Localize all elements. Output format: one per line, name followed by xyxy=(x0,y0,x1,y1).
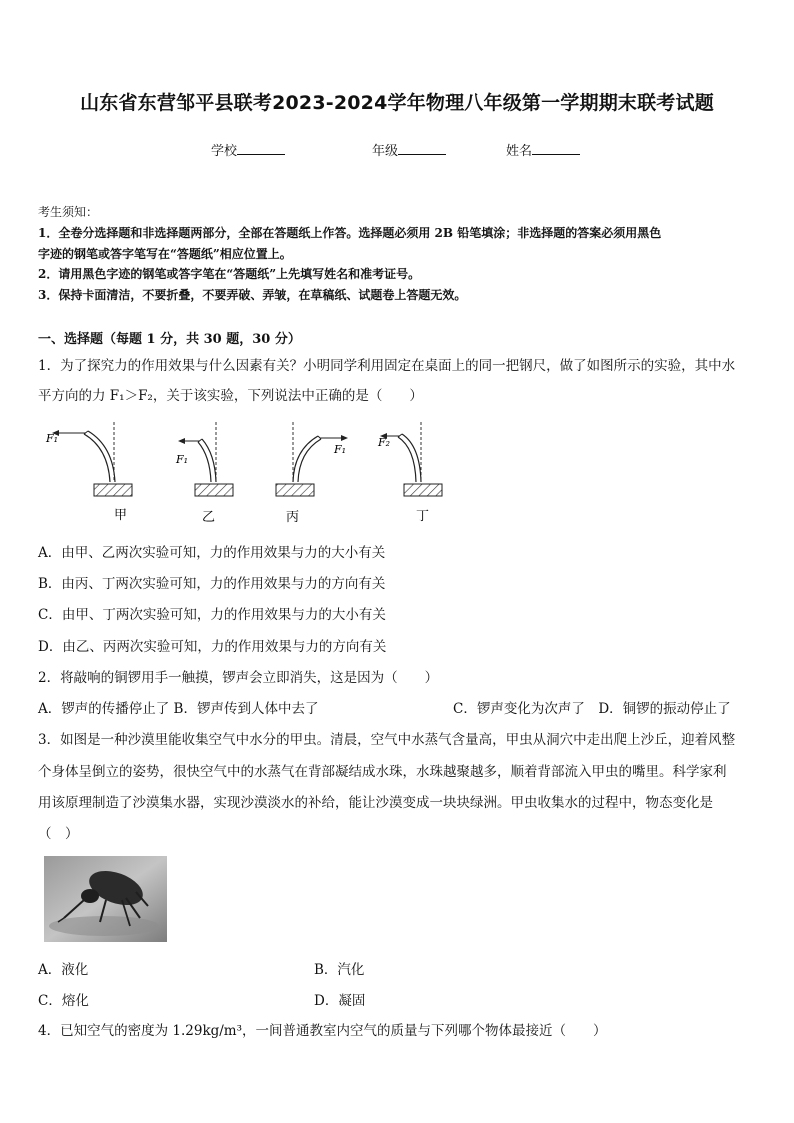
fig-label-ding: 丁 xyxy=(416,509,430,524)
school-label: 学校 xyxy=(211,144,238,159)
q1-option-b[interactable]: B．由丙、丁两次实验可知，力的作用效果与力的方向有关 xyxy=(38,576,386,592)
fig-label-jia: 甲 xyxy=(114,508,128,523)
q3-line3: 用该原理制造了沙漠集水器，实现沙漠淡水的补给，能让沙漠变成一块块绿洲。甲虫收集水的过程中，物态变化是 xyxy=(38,795,713,811)
name-label: 姓名 xyxy=(506,144,533,159)
q3-option-a[interactable]: A．液化 xyxy=(38,962,89,978)
force-label-jia: F₁ xyxy=(46,432,59,445)
q3-line2: 个身体呈倒立的姿势，很快空气中的水蒸气在背部凝结成水珠，水珠越聚越多，顺着背部流入甲虫的嘴里。科学家利 xyxy=(38,764,727,780)
grade-blank[interactable] xyxy=(398,142,446,155)
note-3: 3．保持卡面清洁，不要折叠，不要弄破、弄皱，在草稿纸、试题卷上答题无效。 xyxy=(38,288,467,302)
q3-option-b[interactable]: B．汽化 xyxy=(314,962,365,978)
q2-stem: 2．将敲响的铜锣用手一触摸，锣声会立即消失，这是因为（ ） xyxy=(38,670,439,686)
force-label-bing: F₁ xyxy=(334,443,347,456)
beetle-photo xyxy=(44,856,167,942)
q2-options-ab[interactable]: A．锣声的传播停止了 B．锣声传到人体中去了 xyxy=(38,701,319,717)
school-blank[interactable] xyxy=(237,142,285,155)
q3-option-c[interactable]: C．熔化 xyxy=(38,993,89,1009)
q4-stem: 4．已知空气的密度为 1.29kg/m³，一间普通教室内空气的质量与下列哪个物体最接近（ ） xyxy=(38,1023,607,1039)
grade-field[interactable] xyxy=(372,140,446,159)
page-title: 山东省东营邹平县联考2023-2024学年物理八年级第一学期期末联考试题 xyxy=(80,92,714,114)
name-blank[interactable] xyxy=(532,142,580,155)
q3-line1: 3．如图是一种沙漠里能收集空气中水分的甲虫。清晨，空气中水蒸气含量高，甲虫从洞穴中走出爬上沙丘，迎着风整 xyxy=(38,732,736,748)
q3-option-d[interactable]: D．凝固 xyxy=(314,993,366,1009)
force-label-yi: F₁ xyxy=(176,453,189,466)
name-field[interactable] xyxy=(506,140,580,159)
notes-heading: 考生须知： xyxy=(38,205,99,219)
fig-label-yi: 乙 xyxy=(202,510,216,525)
q1-option-d[interactable]: D．由乙、丙两次实验可知，力的作用效果与力的方向有关 xyxy=(38,639,387,655)
ruler-ding xyxy=(377,422,442,496)
school-field[interactable] xyxy=(211,140,285,159)
q1-option-a[interactable]: A．由甲、乙两次实验可知，力的作用效果与力的大小有关 xyxy=(38,545,386,561)
force-label-ding: F₂ xyxy=(378,436,391,449)
q1-line1: 1．为了探究力的作用效果与什么因素有关？小明同学利用固定在桌面上的同一把钢尺，做了如图所示的实验，其中水 xyxy=(38,358,736,374)
ruler-yi xyxy=(175,422,233,496)
q1-figure xyxy=(38,418,458,528)
fig-label-bing: 丙 xyxy=(286,510,300,525)
grade-label: 年级 xyxy=(372,144,399,159)
note-1a: 1．全卷分选择题和非选择题两部分，全部在答题纸上作答。选择题必须用 2B 铅笔填涂；非选择题的答案必须用黑色 xyxy=(38,226,662,240)
note-2: 2．请用黑色字迹的钢笔或答字笔在“答题纸”上先填写姓名和准考证号。 xyxy=(38,267,421,281)
ruler-jia xyxy=(45,422,132,496)
q1-line2: 平方向的力 F₁＞F₂，关于该实验，下列说法中正确的是（ ） xyxy=(38,388,423,404)
ruler-bing xyxy=(276,422,348,496)
note-1b: 字迹的钢笔或答字笔写在“答题纸”相应位置上。 xyxy=(38,247,292,261)
q1-option-c[interactable]: C．由甲、丁两次实验可知，力的作用效果与力的大小有关 xyxy=(38,607,386,623)
q2-options-cd[interactable]: C．锣声变化为次声了 D．铜锣的振动停止了 xyxy=(453,701,731,717)
q3-line4: （ ） xyxy=(38,826,79,842)
section-heading: 一、选择题（每题 1 分，共 30 题，30 分） xyxy=(38,332,301,347)
